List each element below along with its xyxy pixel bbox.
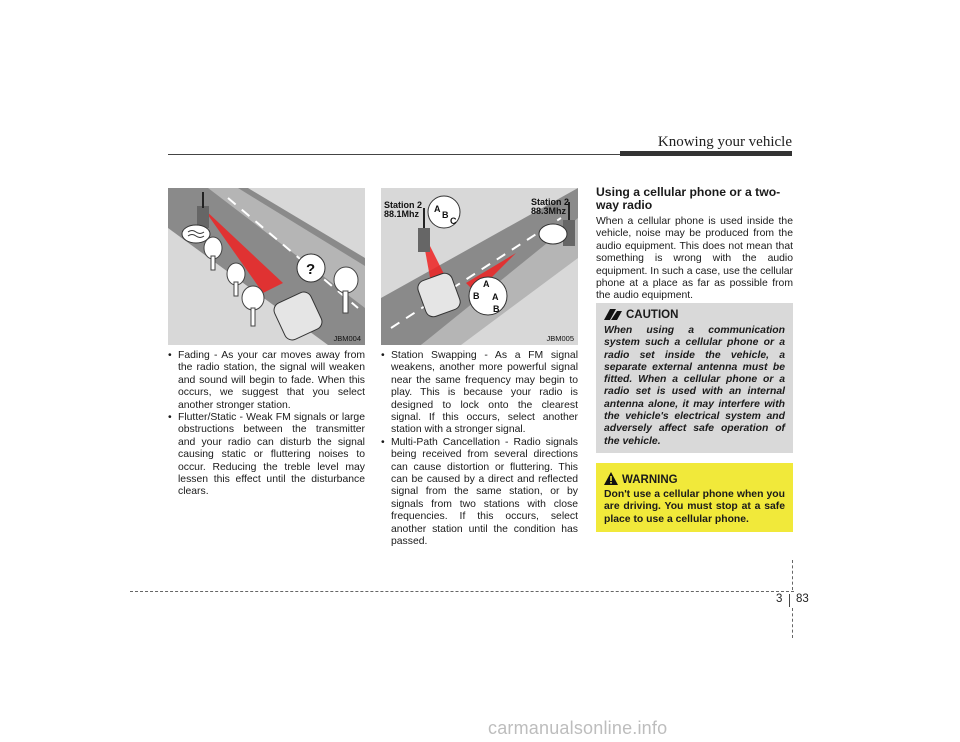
caution-header (604, 309, 678, 321)
label-b: B (442, 210, 449, 220)
caution-box (596, 303, 793, 453)
figure-code: JBM005 (546, 334, 574, 343)
caution-title: CAUTION (626, 309, 679, 321)
chapter-number: 3 (776, 593, 783, 605)
fading-illustration (168, 188, 365, 345)
label-car-a2: A (492, 292, 499, 302)
bullet-flutter-static: • Flutter/Static - Weak FM signals or large obstructions between the transmitter and your radio can disturb the signal causing static or fluttering noises to occur. Reducing the treble level may lessen this effect until the disturbance clears. (168, 412, 365, 499)
figure-fading (168, 188, 365, 345)
figure-code: JBM004 (333, 334, 361, 343)
warning-box (596, 463, 793, 532)
label-a: A (434, 204, 441, 214)
header-bar (620, 151, 792, 156)
footer-vline-bottom (792, 608, 793, 638)
station-right-name: Station 2 (531, 197, 570, 207)
caution-icon (604, 309, 622, 320)
warning-icon (604, 472, 618, 485)
question-mark: ? (306, 261, 316, 278)
section-body: When a cellular phone is used inside the vehicle, noise may be produced from the audio equipment. This does not mean that something is wrong with the audio equipment. In such a case, use the cellular phone at a place as far as possible from the audio equipment. (596, 216, 793, 302)
warning-title: WARNING (622, 474, 678, 486)
caution-text: When using a communication system such a cellular phone or a radio set inside the vehicle, a separate external antenna must be fitted. When a cellular phone or a radio set is used with an internal antenna alone, it may interfere with the vehicle's electrical system and adversely affect safe operation of the vehicle. (604, 325, 785, 447)
station-left-freq: 88.1Mhz (384, 209, 420, 219)
station-swapping-illustration (381, 188, 578, 345)
station-left-name: Station 2 (384, 200, 423, 210)
bullet-multipath: • Multi-Path Cancellation - Radio signals being received from several directions can cause distortion or fluttering. This can be caused by a direct and reflected signal from the same station, or by signals from two stations with close frequencies. If this occurs, select another station until the condition has passed. (381, 437, 578, 549)
page-number-divider (789, 594, 790, 607)
label-c: C (450, 216, 457, 226)
label-car-a: A (483, 279, 490, 289)
bullet-fading: • Fading - As your car moves away from the radio station, the signal will weaken and sound will begin to fade. When this occurs, we suggest that you select another stronger station. (168, 350, 365, 412)
label-car-b2: B (493, 304, 500, 314)
figure-station-swapping (381, 188, 578, 345)
left-column (168, 350, 365, 499)
middle-column (381, 350, 578, 549)
label-car-b: B (473, 291, 480, 301)
footer-rule (130, 591, 794, 592)
watermark: carmanualsonline.info (488, 718, 668, 738)
section-heading: Using a cellular phone or a two-way radio (596, 185, 781, 212)
warning-text: Don't use a cellular phone when you are driving. You must stop at a safe place to use a cellular phone. (604, 489, 785, 525)
section-title: Knowing your vehicle (657, 134, 792, 150)
bullet-station-swapping: • Station Swapping - As a FM signal weakens, another more powerful signal near the same frequency may begin to play. This is because your radio is designed to lock onto the clearest signal. If this occurs, select another station with a stronger signal. (381, 350, 578, 437)
station-right-freq: 88.3Mhz (531, 206, 567, 216)
footer-vline-top (792, 560, 793, 590)
warning-header (604, 472, 678, 486)
page-number: 83 (796, 593, 809, 605)
